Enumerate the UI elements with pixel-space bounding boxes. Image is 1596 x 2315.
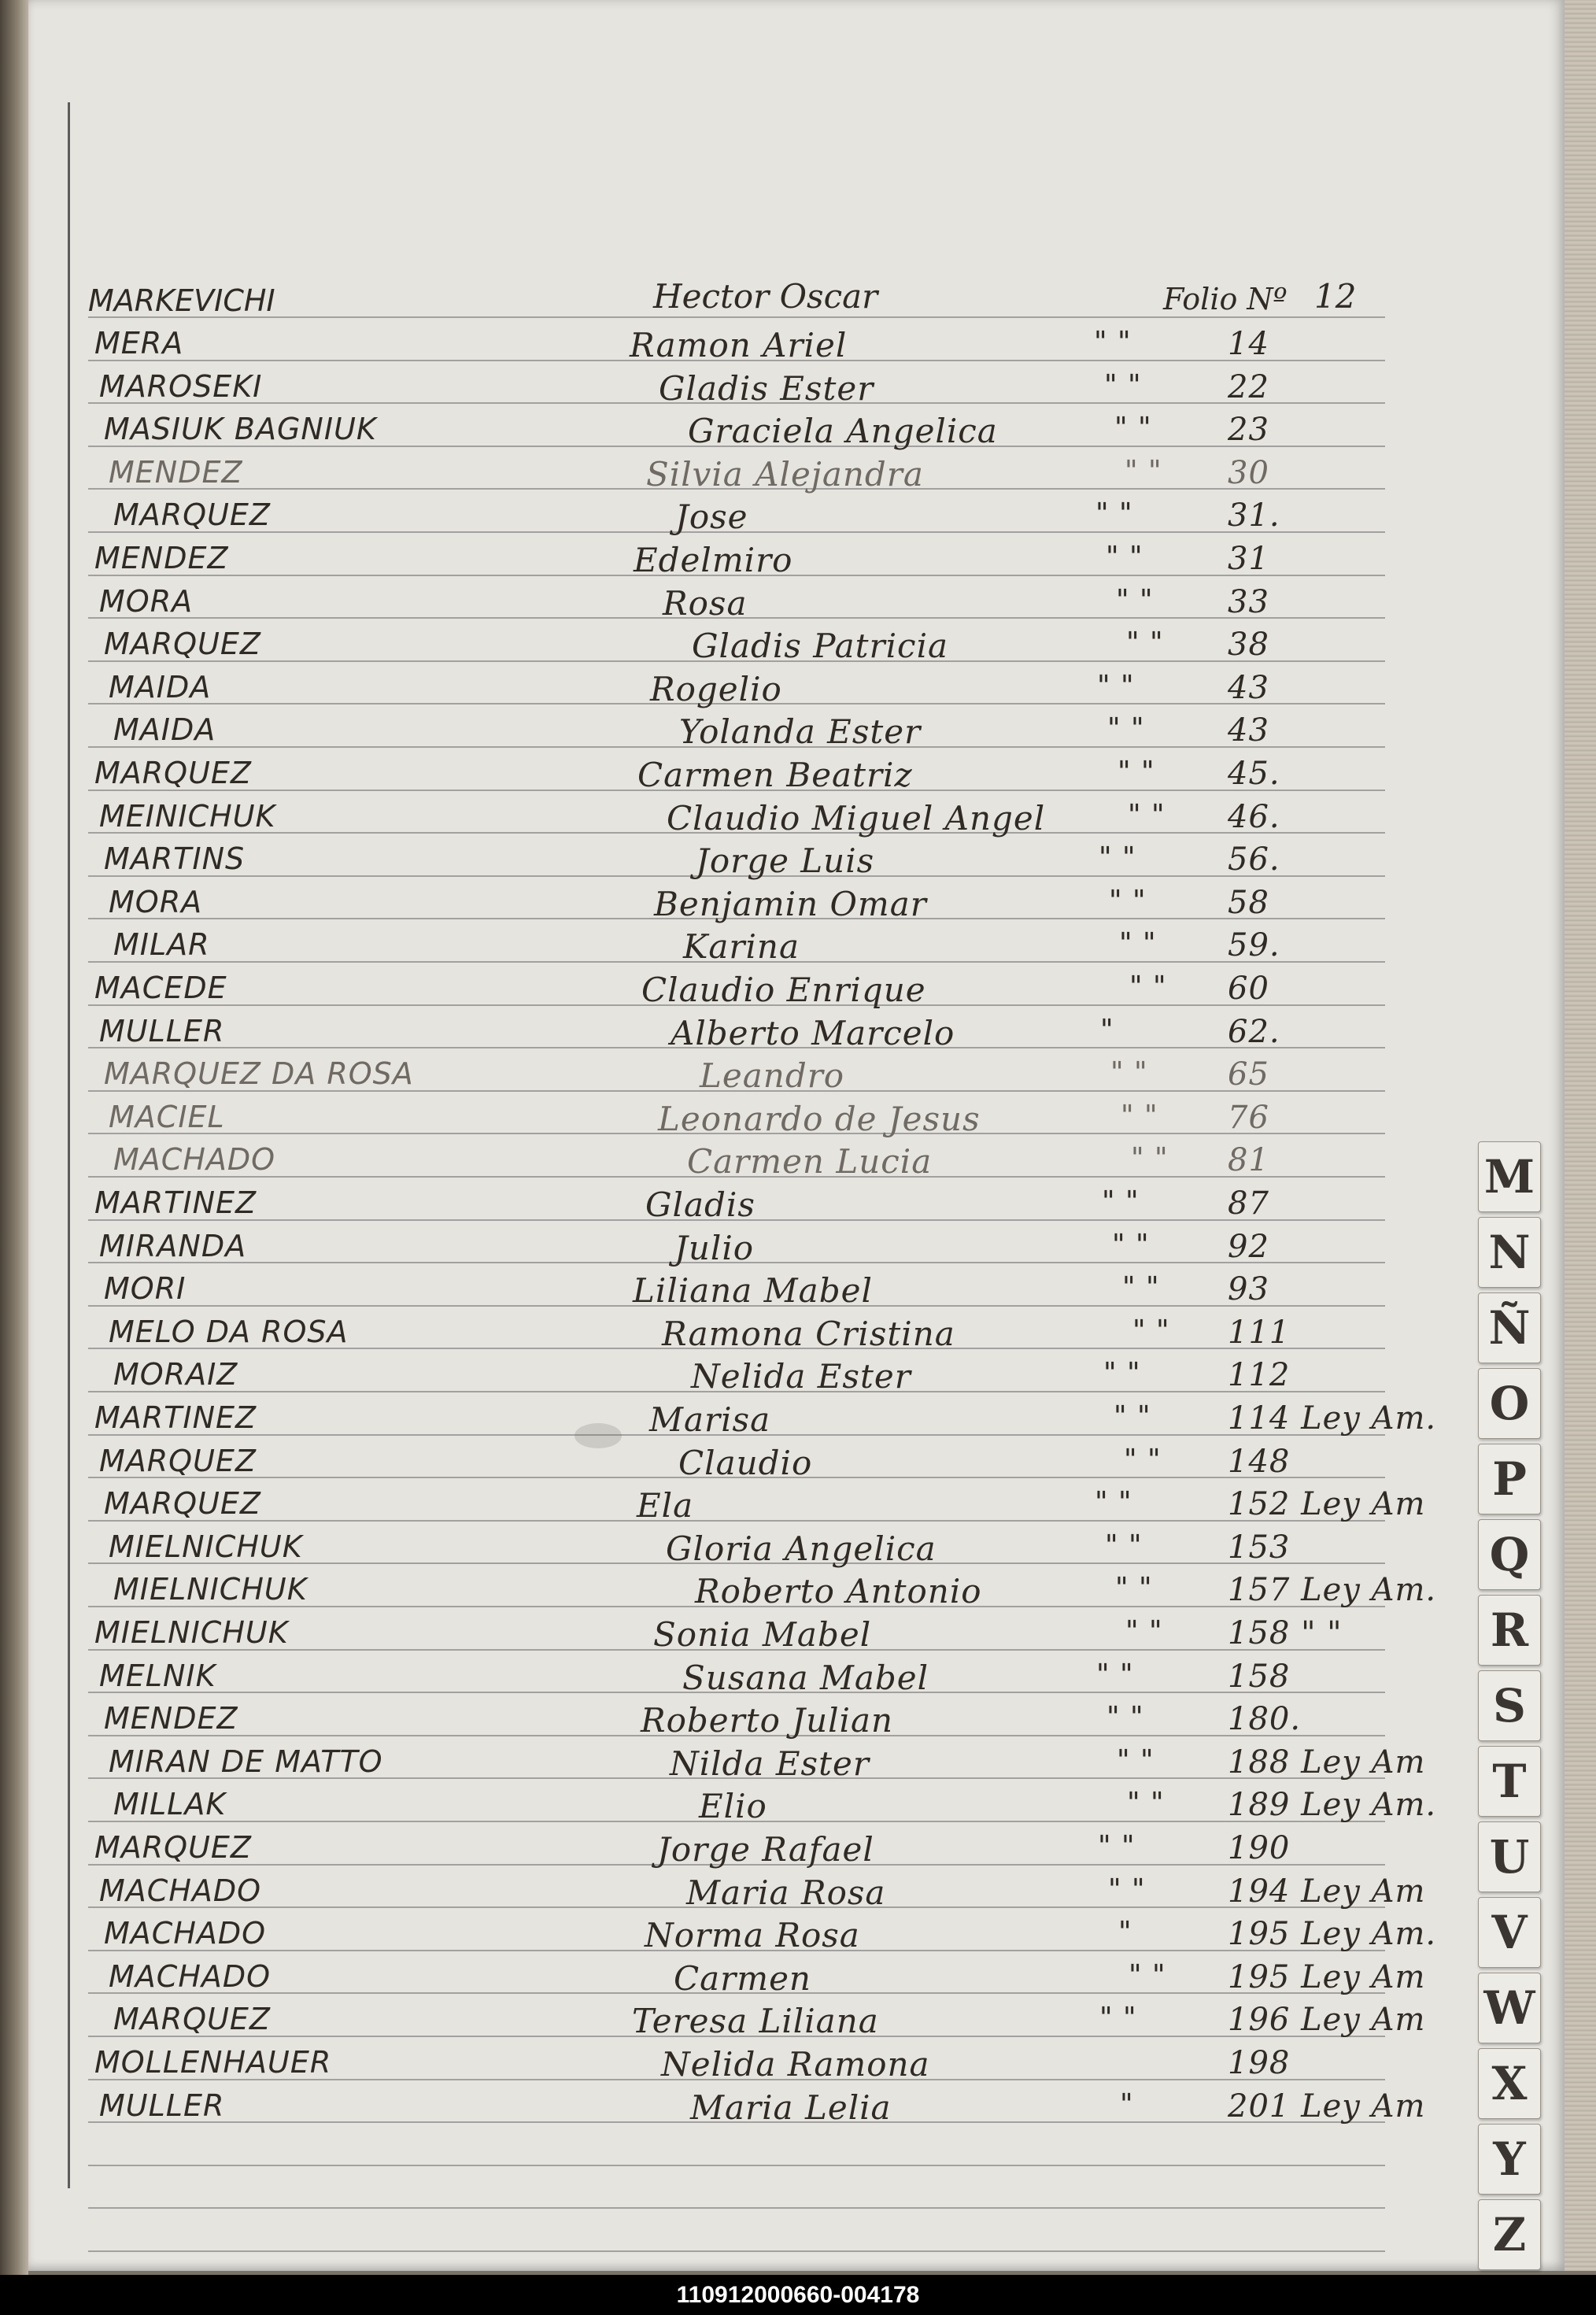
register-entry [0, 1744, 1464, 1787]
ditto-mark: " " [1129, 1958, 1166, 1991]
given-name-cell: Claudio Miguel Angel [667, 798, 1046, 838]
page-stack-edge [1565, 0, 1596, 2271]
register-entry [0, 627, 1464, 669]
ditto-mark: " " [1099, 2002, 1137, 2035]
index-tab-o[interactable]: O [1478, 1368, 1541, 1439]
surname-cell: MERA [94, 326, 184, 361]
ditto-mark: " " [1129, 971, 1167, 1003]
folio-cell: 114 Ley Am. [1228, 1400, 1437, 1437]
surname-cell: MULLER [99, 2088, 225, 2123]
folio-cell: 43 [1228, 669, 1269, 706]
given-name-cell: Jorge Luis [696, 841, 875, 881]
register-entry [0, 455, 1464, 497]
ruled-line [88, 316, 1385, 318]
given-name-cell: Maria Lelia [690, 2088, 892, 2127]
ditto-mark: " " [1095, 1486, 1132, 1519]
surname-cell: MACEDE [94, 971, 227, 1005]
folio-cell: 30 [1228, 454, 1269, 491]
surname-cell: MILLAK [113, 1787, 227, 1822]
surname-cell: MARQUEZ [94, 756, 252, 790]
folio-cell: 81 [1228, 1142, 1269, 1179]
given-name-cell: Ela [637, 1486, 694, 1525]
ditto-mark: " " [1105, 1529, 1143, 1562]
folio-cell: 87 [1228, 1185, 1269, 1222]
given-name-cell: Yolanda Ester [679, 712, 922, 752]
surname-cell: MAROSEKI [99, 368, 263, 404]
given-name-cell: Liliana Mabel [633, 1271, 873, 1311]
folio-cell: 22 [1228, 368, 1269, 405]
folio-cell: 58 [1228, 884, 1269, 921]
ditto-mark: " [1100, 1013, 1114, 1046]
folio-cell: 157 Ley Am. [1228, 1572, 1437, 1609]
ditto-mark: " " [1125, 454, 1162, 487]
given-name-cell: Julio [674, 1228, 755, 1267]
register-entry [0, 1659, 1464, 1701]
given-name-cell: Gloria Angelica [666, 1529, 937, 1568]
given-name-cell: Susana Mabel [682, 1658, 929, 1697]
document-id: 110912000660-004178 [676, 2281, 920, 2308]
given-name-cell: Nilda Ester [670, 1744, 870, 1783]
surname-cell: MENDEZ [94, 541, 229, 575]
ditto-mark: " " [1118, 756, 1155, 788]
given-name-cell: Karina [683, 927, 800, 967]
surname-cell: MACHADO [104, 1916, 267, 1951]
ditto-mark: " " [1107, 712, 1145, 745]
surname-cell: MELO DA ROSA [109, 1314, 349, 1349]
folio-cell: 93 [1228, 1271, 1269, 1308]
register-entry [0, 1916, 1464, 1958]
index-tab-s[interactable]: S [1478, 1670, 1541, 1741]
folio-cell: 158 [1228, 1658, 1291, 1695]
folio-cell: 112 [1228, 1357, 1291, 1394]
register-entry [0, 412, 1464, 454]
register-entry [0, 885, 1464, 927]
given-name-cell: Roberto Julian [641, 1701, 894, 1740]
surname-cell: MASIUK BAGNIUK [104, 412, 377, 447]
ditto-mark: " " [1125, 1615, 1163, 1647]
folio-cell: 76 [1228, 1099, 1269, 1136]
surname-cell: MAIDA [113, 712, 216, 748]
given-name-cell: Roberto Antonio [695, 1572, 982, 1611]
register-entry [0, 497, 1464, 540]
surname-cell: MILAR [113, 927, 210, 963]
ditto-mark: " [1120, 2088, 1134, 2121]
given-name-cell: Gladis Ester [659, 368, 874, 408]
index-tab-u[interactable]: U [1478, 1821, 1541, 1892]
ditto-mark: " " [1098, 1830, 1136, 1862]
register-entry [0, 1529, 1464, 1572]
register-entry [0, 1830, 1464, 1873]
surname-cell: MARQUEZ [113, 497, 271, 533]
surname-cell: MENDEZ [109, 454, 243, 490]
surname-cell: MARTINS [104, 841, 246, 877]
ditto-mark: " " [1112, 1228, 1150, 1261]
register-entry [0, 756, 1464, 798]
surname-cell: MARQUEZ DA ROSA [104, 1056, 414, 1092]
ditto-mark: " " [1099, 841, 1136, 875]
surname-cell: MIRAN DE MATTO [109, 1744, 383, 1779]
surname-cell: MOLLENHAUER [94, 2045, 332, 2080]
folio-cell: 195 Ley Am [1228, 1958, 1426, 1995]
index-tab-n[interactable]: N [1478, 1217, 1541, 1288]
ruled-line [88, 2250, 1385, 2252]
ditto-mark: " " [1094, 326, 1132, 358]
given-name-cell: Leonardo de Jesus [658, 1099, 981, 1138]
surname-cell: MARQUEZ [94, 1830, 252, 1865]
index-tab-z[interactable]: Z [1478, 2199, 1541, 2270]
register-entry [0, 1873, 1464, 1916]
folio-cell: 111 [1228, 1314, 1291, 1351]
register-entry [0, 584, 1464, 627]
index-tab-x[interactable]: X [1478, 2048, 1541, 2119]
register-entry [0, 971, 1464, 1013]
register-entry [0, 1014, 1464, 1056]
register-entry [0, 1056, 1464, 1099]
folio-cell: 31. [1228, 497, 1280, 534]
folio-cell: 152 Ley Am [1228, 1486, 1426, 1523]
given-name-cell: Marisa [649, 1400, 771, 1439]
ditto-mark: " " [1124, 1443, 1162, 1476]
register-entry [0, 712, 1464, 755]
register-entry [0, 1357, 1464, 1400]
surname-cell: MACIEL [109, 1099, 225, 1134]
given-name-cell: Jose [675, 497, 748, 537]
ditto-mark: " " [1132, 1314, 1170, 1347]
folio-cell: 148 [1228, 1443, 1291, 1480]
register-entry [0, 541, 1464, 583]
surname-cell: MELNIK [99, 1658, 216, 1693]
folio-cell: 56. [1228, 841, 1280, 878]
register-entry [0, 1787, 1464, 1829]
given-name-cell: Norma Rosa [645, 1916, 860, 1955]
surname-cell: MORA [109, 884, 203, 919]
ruled-line [88, 2165, 1385, 2166]
folio-cell: 62. [1228, 1013, 1280, 1050]
folio-header-value: 12 [1314, 277, 1357, 316]
surname-cell: MARQUEZ [104, 1486, 261, 1522]
register-entry [0, 1701, 1464, 1744]
given-name-cell: Gladis Patricia [692, 627, 949, 666]
surname-cell: MORI [104, 1271, 187, 1307]
folio-cell: 189 Ley Am. [1228, 1787, 1437, 1824]
folio-cell: 153 [1228, 1529, 1291, 1566]
surname-cell: MULLER [99, 1013, 225, 1048]
surname-cell: MARTINEZ [94, 1185, 257, 1220]
register-entry [0, 1271, 1464, 1314]
ditto-mark: " " [1110, 1056, 1148, 1089]
given-name-cell: Ramona Cristina [662, 1314, 955, 1353]
surname-cell: MACHADO [113, 1142, 276, 1178]
ditto-mark: " " [1131, 1142, 1169, 1175]
ruled-line [88, 2207, 1385, 2209]
ditto-mark: " " [1116, 583, 1154, 616]
folio-cell: 31 [1228, 541, 1269, 577]
ditto-mark: " " [1115, 1572, 1153, 1605]
given-name-cell: Carmen Beatriz [637, 756, 913, 794]
register-entry [0, 1572, 1464, 1614]
surname-cell: MIRANDA [99, 1228, 247, 1263]
ditto-mark: " " [1097, 669, 1135, 702]
given-name-cell: Carmen Lucia [687, 1142, 933, 1182]
given-name-cell: Elio [699, 1787, 767, 1826]
folio-cell: 60 [1228, 971, 1269, 1007]
given-name-cell: Maria Rosa [686, 1873, 886, 1912]
folio-cell: 59. [1228, 927, 1280, 964]
folio-cell: 33 [1228, 583, 1269, 620]
register-entry [0, 326, 1464, 368]
ditto-mark: " [1118, 1916, 1132, 1949]
register-entry [0, 2002, 1464, 2044]
ditto-mark: " " [1103, 1357, 1141, 1390]
surname-cell: MIELNICHUK [113, 1572, 308, 1607]
index-tab-p[interactable]: P [1478, 1444, 1541, 1514]
ditto-mark: " " [1121, 1099, 1158, 1132]
index-tab-r[interactable]: R [1478, 1595, 1541, 1666]
register-entry [0, 1142, 1464, 1185]
register-entry [0, 1444, 1464, 1486]
header-given-name: Hector Oscar [653, 277, 878, 316]
register-entry [0, 1315, 1464, 1357]
index-tab-m[interactable]: M [1478, 1141, 1541, 1212]
register-entry [0, 1229, 1464, 1271]
footer-bar [0, 2275, 1596, 2315]
surname-cell: MARQUEZ [104, 627, 261, 662]
ditto-mark: " " [1127, 1787, 1165, 1820]
ditto-mark: " " [1106, 1701, 1144, 1734]
ditto-mark: " " [1114, 1400, 1151, 1433]
given-name-cell: Graciela Angelica [688, 412, 998, 451]
folio-cell: 45. [1228, 756, 1280, 792]
register-entry [0, 1100, 1464, 1142]
given-name-cell: Gladis [645, 1185, 756, 1224]
ditto-mark: " " [1095, 497, 1133, 531]
header-surname: MARKEVICHI [88, 283, 275, 318]
ditto-mark: " " [1119, 927, 1157, 960]
given-name-cell: Ramon Ariel [630, 326, 848, 364]
folio-cell: 158 " " [1228, 1615, 1343, 1651]
register-entry [0, 841, 1464, 884]
index-tab-w[interactable]: W [1478, 1973, 1541, 2043]
register-entry [0, 1615, 1464, 1658]
ditto-mark: " " [1096, 1658, 1134, 1691]
surname-cell: MORA [99, 583, 194, 619]
folio-cell: 14 [1228, 326, 1269, 362]
folio-cell: 188 Ley Am [1228, 1744, 1426, 1781]
register-entry [0, 2045, 1464, 2088]
folio-cell: 23 [1228, 412, 1269, 449]
given-name-cell: Claudio Enrique [641, 971, 926, 1009]
surname-cell: MARTINEZ [94, 1400, 257, 1435]
register-entry [0, 1486, 1464, 1529]
folio-cell: 43 [1228, 712, 1269, 749]
given-name-cell: Claudio [678, 1443, 813, 1482]
given-name-cell: Leandro [700, 1056, 845, 1096]
folio-cell: 46. [1228, 798, 1280, 835]
ditto-mark: " " [1106, 541, 1143, 573]
surname-cell: MENDEZ [104, 1701, 238, 1736]
surname-cell: MEINICHUK [99, 798, 276, 834]
surname-cell: MIELNICHUK [94, 1615, 289, 1650]
index-tab-y[interactable]: Y [1478, 2124, 1541, 2195]
surname-cell: MARQUEZ [99, 1443, 257, 1478]
surname-cell: MIELNICHUK [109, 1529, 303, 1564]
ditto-mark: " " [1108, 1873, 1146, 1906]
register-entry [0, 2088, 1464, 2131]
given-name-cell: Sonia Mabel [653, 1615, 872, 1654]
folio-cell: 190 [1228, 1830, 1291, 1866]
ditto-mark: " " [1104, 368, 1142, 401]
index-tab-t[interactable]: T [1478, 1746, 1541, 1817]
surname-cell: MAIDA [109, 669, 212, 704]
ditto-mark: " " [1122, 1271, 1160, 1304]
register-entry [0, 1959, 1464, 2002]
given-name-cell: Rosa [663, 583, 748, 623]
surname-cell: MACHADO [109, 1958, 272, 1994]
folio-cell: 196 Ley Am [1228, 2002, 1426, 2039]
ditto-mark: " " [1126, 627, 1164, 660]
folio-cell: 38 [1228, 627, 1269, 664]
folio-cell: 195 Ley Am. [1228, 1916, 1437, 1953]
given-name-cell: Silvia Alejandra [646, 454, 924, 494]
given-name-cell: Benjamin Omar [654, 884, 927, 923]
register-entry [0, 1185, 1464, 1228]
register-entry [0, 927, 1464, 970]
given-name-cell: Jorge Rafael [657, 1830, 874, 1869]
given-name-cell: Carmen [674, 1958, 811, 1998]
index-tab-q[interactable]: Q [1478, 1519, 1541, 1590]
surname-cell: MORAIZ [113, 1357, 238, 1392]
given-name-cell: Nelida Ramona [661, 2045, 930, 2084]
ditto-mark: " " [1117, 1744, 1155, 1777]
index-tab-v[interactable]: V [1478, 1897, 1541, 1968]
folio-cell: 198 [1228, 2045, 1291, 2081]
alphabet-index-tabs [1478, 1141, 1544, 2275]
register-entry [0, 670, 1464, 712]
surname-cell: MACHADO [99, 1873, 262, 1908]
folio-label: Folio Nº [1163, 282, 1288, 316]
surname-cell: MARQUEZ [113, 2002, 271, 2037]
given-name-cell: Rogelio [650, 669, 782, 708]
given-name-cell: Teresa Liliana [632, 2002, 879, 2041]
folio-cell: 65 [1228, 1056, 1269, 1093]
folio-cell: 201 Ley Am [1228, 2088, 1426, 2125]
folio-cell: 92 [1228, 1228, 1269, 1265]
ditto-mark: " " [1128, 798, 1166, 831]
index-tab-enye[interactable]: Ñ [1478, 1292, 1541, 1363]
folio-cell: 180. [1228, 1701, 1302, 1738]
given-name-cell: Edelmiro [634, 541, 793, 579]
ditto-mark: " " [1102, 1185, 1140, 1218]
register-entry [0, 799, 1464, 841]
ditto-mark: " " [1109, 884, 1147, 917]
ditto-mark: " " [1114, 412, 1152, 445]
given-name-cell: Alberto Marcelo [671, 1013, 955, 1052]
register-entry [0, 1400, 1464, 1443]
register-entry [0, 369, 1464, 412]
given-name-cell: Nelida Ester [691, 1357, 911, 1396]
folio-cell: 194 Ley Am [1228, 1873, 1426, 1910]
